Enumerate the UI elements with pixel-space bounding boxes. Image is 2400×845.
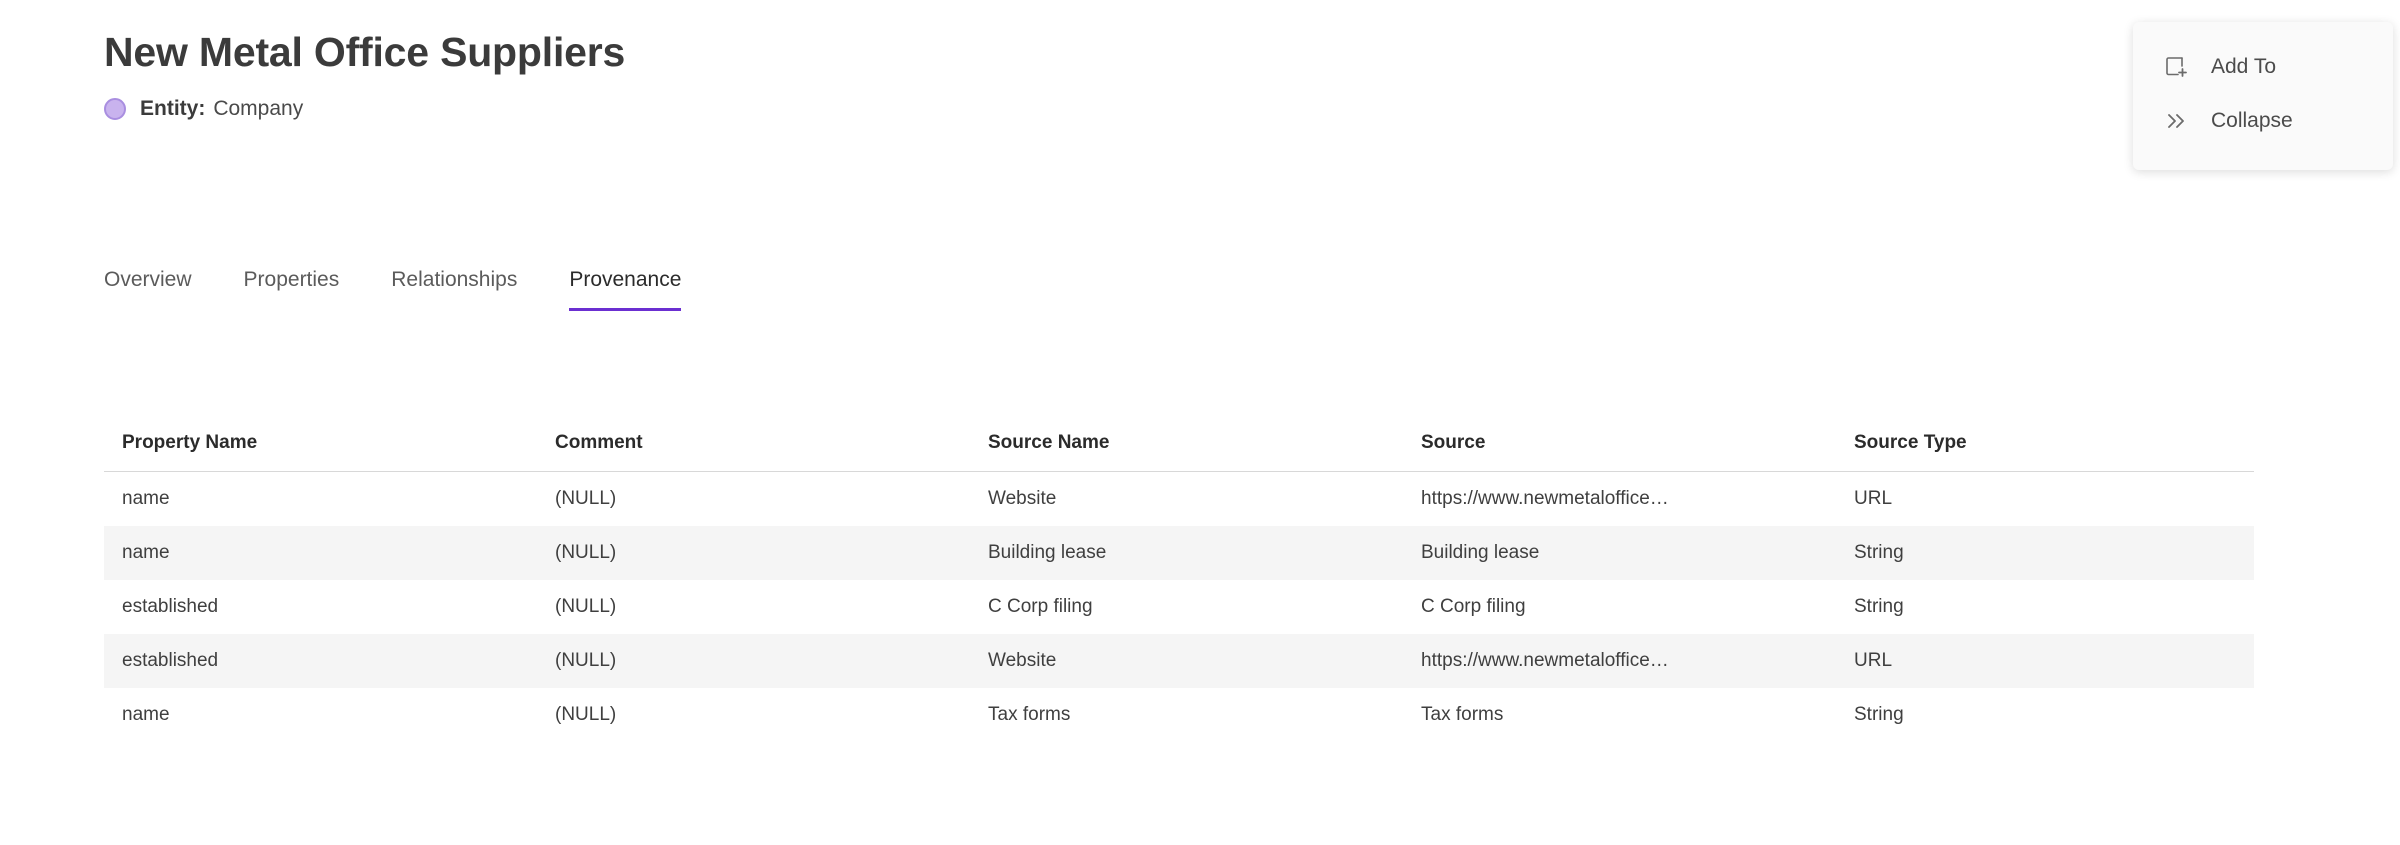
table-body — [104, 472, 2254, 743]
cell-source: https://www.newmetaloffice… — [1421, 650, 1669, 671]
table-header — [104, 432, 2254, 472]
tab-overview[interactable]: Overview — [104, 268, 192, 291]
table-row[interactable] — [104, 472, 2254, 527]
floating-action-panel — [2133, 22, 2393, 170]
cell-source-name: Website — [988, 488, 1057, 509]
provenance-table-container — [104, 432, 2164, 742]
entity-row — [104, 97, 625, 121]
add-to-label: Add To — [2211, 55, 2276, 78]
entity-type-dot-icon — [104, 98, 126, 120]
provenance-table — [104, 432, 2254, 742]
cell-comment: (NULL) — [555, 704, 617, 725]
cell-source-type: URL — [1854, 488, 1893, 509]
cell-source: C Corp filing — [1421, 596, 1526, 617]
cell-source: Tax forms — [1421, 704, 1504, 725]
cell-property-name: established — [122, 650, 219, 671]
cell-source-type: String — [1854, 704, 1904, 725]
table-row[interactable] — [104, 634, 2254, 688]
add-to-icon — [2163, 54, 2197, 80]
table-row[interactable] — [104, 580, 2254, 634]
entity-value: Company — [213, 97, 304, 121]
page-header — [104, 30, 625, 121]
cell-source-type: String — [1854, 542, 1904, 563]
add-to-button[interactable] — [2133, 40, 2393, 94]
cell-comment: (NULL) — [555, 650, 617, 671]
column-header-property-name[interactable]: Property Name — [104, 432, 537, 472]
cell-property-name: name — [122, 488, 170, 509]
cell-source: Building lease — [1421, 542, 1540, 563]
column-header-source-type[interactable]: Source Type — [1836, 432, 2254, 472]
cell-comment: (NULL) — [555, 542, 617, 563]
cell-source-name: Website — [988, 650, 1057, 671]
cell-source: https://www.newmetaloffice… — [1421, 488, 1669, 509]
cell-comment: (NULL) — [555, 488, 617, 509]
chevron-double-right-icon — [2163, 108, 2197, 134]
tab-relationships[interactable]: Relationships — [391, 268, 518, 291]
page-title: New Metal Office Suppliers — [104, 29, 626, 75]
cell-comment: (NULL) — [555, 596, 617, 617]
tab-bar — [104, 268, 681, 311]
cell-property-name: name — [122, 704, 170, 725]
table-row[interactable] — [104, 688, 2254, 742]
column-header-comment[interactable]: Comment — [537, 432, 970, 472]
table-header-row — [104, 432, 2254, 472]
cell-property-name: established — [122, 596, 219, 617]
cell-source-name: Tax forms — [988, 704, 1071, 725]
cell-property-name: name — [122, 542, 170, 563]
cell-source-name: C Corp filing — [988, 596, 1093, 617]
cell-source-type: String — [1854, 596, 1904, 617]
tab-provenance[interactable]: Provenance — [569, 268, 681, 311]
table-row[interactable] — [104, 526, 2254, 580]
collapse-label: Collapse — [2211, 109, 2293, 132]
column-header-source-name[interactable]: Source Name — [970, 432, 1403, 472]
entity-label: Entity: — [140, 97, 206, 121]
column-header-source[interactable]: Source — [1403, 432, 1836, 472]
collapse-button[interactable] — [2133, 94, 2393, 148]
cell-source-name: Building lease — [988, 542, 1107, 563]
cell-source-type: URL — [1854, 650, 1893, 671]
tab-properties[interactable]: Properties — [243, 268, 340, 291]
